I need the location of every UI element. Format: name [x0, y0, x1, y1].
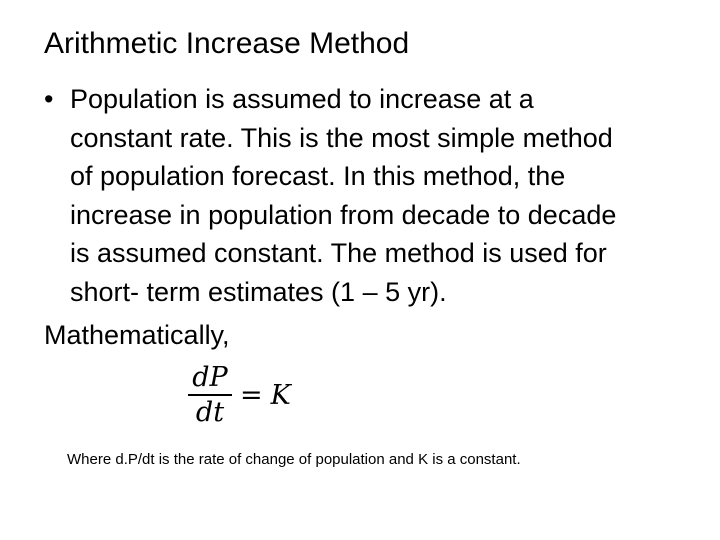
bullet-paragraph: [44, 80, 684, 311]
bullet-line: of population forecast. In this method, the: [70, 161, 566, 191]
bullet-icon: •: [44, 84, 54, 114]
slide-title: Arithmetic Increase Method: [44, 27, 410, 60]
bullet-line: [44, 80, 684, 119]
mathematically-label: Mathematically,: [44, 320, 230, 350]
formula-equals: =: [240, 380, 263, 412]
formula-fraction: [188, 362, 232, 430]
formula-numerator: dP: [192, 362, 228, 393]
bullet-line: increase in population from decade to decade: [70, 199, 617, 230]
formula: [188, 362, 291, 430]
bullet-text: Population is assumed to increase at a: [70, 84, 534, 114]
formula-caption: Where d.P/dt is the rate of change of population and K is a constant.: [67, 451, 521, 468]
bullet-line: is assumed constant. The method is used for: [70, 238, 607, 268]
formula-denominator: dt: [195, 396, 225, 428]
bullet-line: short- term estimates (1 – 5 yr).: [70, 276, 447, 307]
formula-rhs: K: [270, 380, 291, 412]
bullet-line: constant rate. This is the most simple method: [70, 122, 613, 153]
